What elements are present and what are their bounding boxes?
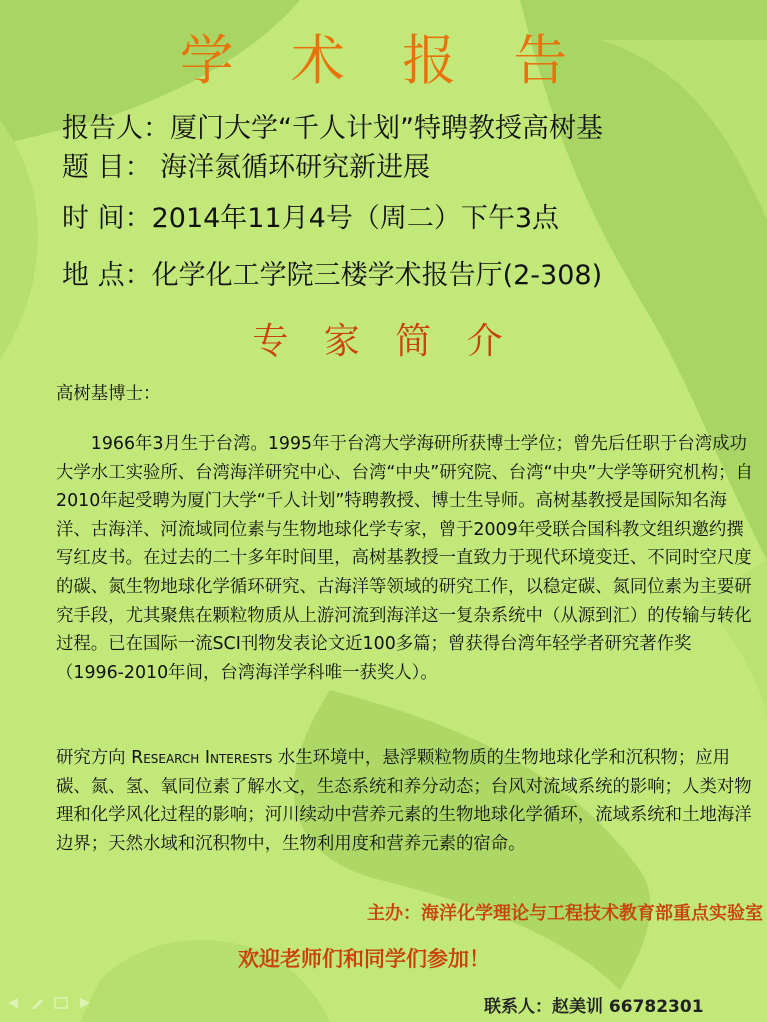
research-label-cn: 研究方向 xyxy=(56,748,126,768)
time-line: 时 间：2014年11月4号（周二）下午3点 xyxy=(62,203,560,234)
bio-salutation: 高树基博士： xyxy=(56,384,161,404)
topic-line: 题 目： 海洋氮循环研究新进展 xyxy=(62,152,431,183)
host-line: 主办：海洋化学理论与工程技术教育部重点实验室 xyxy=(367,903,763,924)
research-label-en: Research Interests xyxy=(131,748,273,768)
place-line: 地 点：化学化工学院三楼学术报告厅(2-308) xyxy=(62,260,603,291)
pen-icon[interactable] xyxy=(30,994,44,1006)
welcome-line: 欢迎老师们和同学们参加！ xyxy=(238,947,490,971)
page-title: 学 术 报 告 xyxy=(179,29,588,92)
slide-nav xyxy=(6,994,92,1006)
menu-icon[interactable] xyxy=(54,994,68,1006)
speaker-line: 报告人：厦门大学“千人计划”特聘教授高树基 xyxy=(62,113,603,144)
prev-arrow-icon[interactable] xyxy=(6,994,20,1006)
contact-line: 联系人：赵美训 66782301 xyxy=(484,997,704,1017)
next-arrow-icon[interactable] xyxy=(78,994,92,1006)
research-text: 水生环境中，悬浮颗粒物质的生物地球化学和沉积物；应用碳、氮、氢、氧同位素了解水文，生态系统和养分动态；台风对流域系统的影响；人类对物理和化学风化过程的影响；河川续动中营养元素的生物地球化学循环，流域系统和土地海洋边界；天然水域和沉积物中，生物利用度和营养元素的宿命。 xyxy=(56,748,752,854)
bio-paragraph: 1966年3月生于台湾。1995年于台湾大学海研所获博士学位；曾先后任职于台湾成功大学水工实验所、台湾海洋研究中心、台湾“中央”研究院、台湾“中央”大学等研究机构；自2010年起受聘为厦门大学“千人计划”特聘教授、博士生导师。高树基教授是国际知名海洋、古海洋、河流域同位素与生物地球化学专家，曾于2009年受联合国科教文组织邀约撰写红皮书。在过去的二十多年时间里，高树基教授一直致力于现代环境变迁、不同时空尺度的碳、氮生物地球化学循环研究、古海洋等领域的研究工作，以稳定碳、氮同位素为主要研究手段，尤其聚焦在颗粒物质从上游河流到海洋这一复杂系统中（从源到汇）的传输与转化过程。已在国际一流SCI刊物发表论文近100多篇；曾获得台湾年轻学者研究著作奖（1996-2010年间，台湾海洋学科唯一获奖人）。 xyxy=(56,434,753,683)
research-section xyxy=(56,744,756,858)
section-title: 专 家 简 介 xyxy=(252,321,515,362)
